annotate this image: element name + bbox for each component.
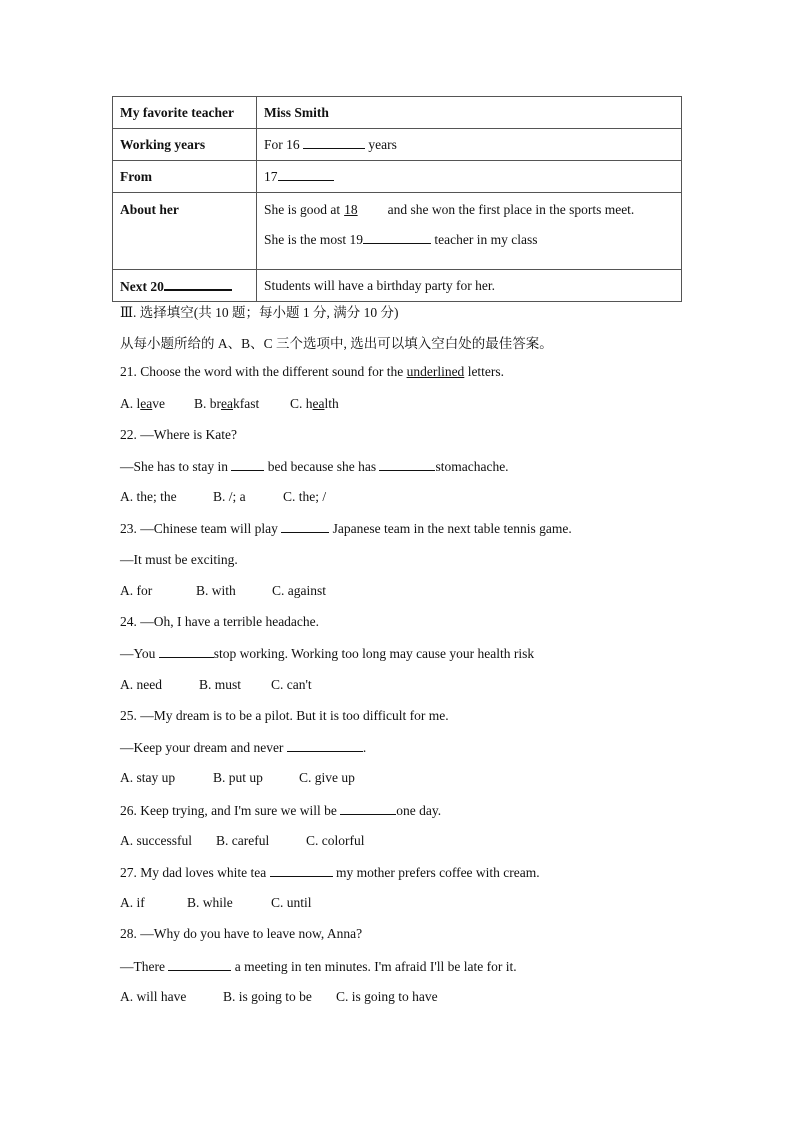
- option-b: B. must: [199, 677, 242, 692]
- options-24: [120, 677, 312, 693]
- answer-blank: [303, 136, 365, 149]
- option-b: B. with: [196, 583, 236, 598]
- label-text: Next 20: [120, 278, 164, 294]
- option-a: A. stay up: [120, 770, 176, 785]
- question-25-line2: [120, 739, 366, 756]
- option-c: C. can't: [271, 677, 312, 692]
- question-25: 25. —My dream is to be a pilot. But it is too difficult for me.: [120, 708, 449, 723]
- question-24-line2: [120, 645, 534, 662]
- option-c: C. is going to have: [336, 989, 438, 1004]
- option-a: A. successful: [120, 833, 192, 848]
- option-a: A. need: [120, 677, 162, 692]
- question-text: bed because she has: [267, 459, 377, 474]
- section-heading: Ⅲ. 选择填空(共 10 题；每小题 1 分, 满分 10 分): [120, 305, 399, 320]
- question-21: [120, 364, 504, 380]
- options-27: [120, 895, 312, 911]
- option-c: C. colorful: [306, 833, 365, 848]
- question-text: 26. Keep trying, and I'm sure we will be: [120, 803, 337, 818]
- answer-blank: [168, 958, 231, 971]
- value-suffix: years: [368, 137, 397, 152]
- question-text: 21. Choose the word with the different sound for the: [120, 364, 404, 379]
- row-label: [113, 270, 257, 302]
- row-value: Students will have a birthday party for her.: [257, 270, 682, 302]
- row-value: [257, 193, 682, 270]
- option-c: C. the; /: [283, 489, 327, 504]
- row-label: About her: [113, 193, 257, 270]
- question-text: —She has to stay in: [120, 459, 228, 474]
- row-value: Miss Smith: [257, 97, 682, 129]
- options-23: [120, 583, 326, 599]
- table-row: [113, 161, 682, 193]
- question-22: 22. —Where is Kate?: [120, 427, 237, 442]
- option-a: A. the; the: [120, 489, 177, 504]
- question-28: 28. —Why do you have to leave now, Anna?: [120, 926, 363, 941]
- question-text: my mother prefers coffee with cream.: [335, 865, 540, 880]
- answer-blank: [159, 645, 214, 658]
- option-b: B. while: [187, 895, 233, 910]
- table-row: [113, 193, 682, 270]
- answer-blank: [287, 739, 363, 752]
- question-text: —Keep your dream and never: [120, 740, 284, 755]
- question-text: one day.: [396, 803, 442, 818]
- table-row: [113, 270, 682, 302]
- info-table: [112, 96, 682, 302]
- question-text: letters.: [467, 364, 505, 379]
- question-text: —You: [120, 646, 156, 661]
- question-27: [120, 864, 540, 881]
- row-label: Working years: [113, 129, 257, 161]
- line-text: and she won the first place in the sports meet.: [387, 202, 635, 217]
- row-label: My favorite teacher: [113, 97, 257, 129]
- question-text: a meeting in ten minutes. I'm afraid I'll be late for it.: [234, 959, 517, 974]
- option-a: A. if: [120, 895, 145, 910]
- question-24: 24. —Oh, I have a terrible headache.: [120, 614, 320, 629]
- question-28-line2: [120, 958, 517, 975]
- row-value: [257, 161, 682, 193]
- option-c: C. health: [290, 396, 339, 411]
- options-22: [120, 489, 326, 505]
- question-23-line2: —It must be exciting.: [120, 552, 238, 567]
- question-22-line2: [120, 458, 509, 475]
- value-prefix: For 16: [264, 137, 300, 152]
- answer-blank: [278, 168, 334, 181]
- option-b: B. careful: [216, 833, 270, 848]
- answer-blank: [340, 802, 396, 815]
- option-a: A. leave: [120, 396, 165, 411]
- options-25: [120, 770, 355, 786]
- about-line-2: [264, 231, 674, 248]
- blank-number: 18: [344, 202, 358, 217]
- answer-blank: [281, 520, 329, 533]
- about-line-1: [264, 202, 674, 218]
- question-text: —There: [120, 959, 165, 974]
- answer-blank: [231, 458, 264, 471]
- value-prefix: 17: [264, 169, 278, 184]
- line-text: teacher in my class: [434, 232, 538, 247]
- answer-blank: [379, 458, 435, 471]
- row-value: [257, 129, 682, 161]
- option-b: B. /; a: [213, 489, 246, 504]
- options-21: [120, 396, 339, 412]
- answer-blank: [363, 231, 431, 244]
- answer-blank: [270, 864, 333, 877]
- option-b: B. put up: [213, 770, 263, 785]
- option-a: A. for: [120, 583, 153, 598]
- option-b: B. breakfast: [194, 396, 260, 411]
- row-label: From: [113, 161, 257, 193]
- question-26: [120, 802, 441, 819]
- options-28: [120, 989, 438, 1005]
- question-text: stomachache.: [435, 459, 509, 474]
- question-text: 23. —Chinese team will play: [120, 521, 278, 536]
- question-text: stop working. Working too long may cause your health risk: [213, 646, 535, 661]
- option-c: C. until: [271, 895, 312, 910]
- underlined-word: underlined: [406, 364, 465, 379]
- line-text: She is good at: [264, 202, 341, 217]
- section-instruction: 从每小题所给的 A、B、C 三个选项中, 选出可以填入空白处的最佳答案。: [120, 336, 553, 351]
- options-26: [120, 833, 365, 849]
- option-c: C. give up: [299, 770, 355, 785]
- line-text: She is the most 19: [264, 232, 364, 247]
- question-23: [120, 520, 572, 537]
- option-b: B. is going to be: [223, 989, 312, 1004]
- option-a: A. will have: [120, 989, 187, 1004]
- answer-blank: [164, 277, 232, 291]
- option-c: C. against: [272, 583, 326, 598]
- table-row: [113, 129, 682, 161]
- question-text: Japanese team in the next table tennis game.: [332, 521, 572, 536]
- table-row: [113, 97, 682, 129]
- question-text: 27. My dad loves white tea: [120, 865, 267, 880]
- question-text: .: [362, 740, 367, 755]
